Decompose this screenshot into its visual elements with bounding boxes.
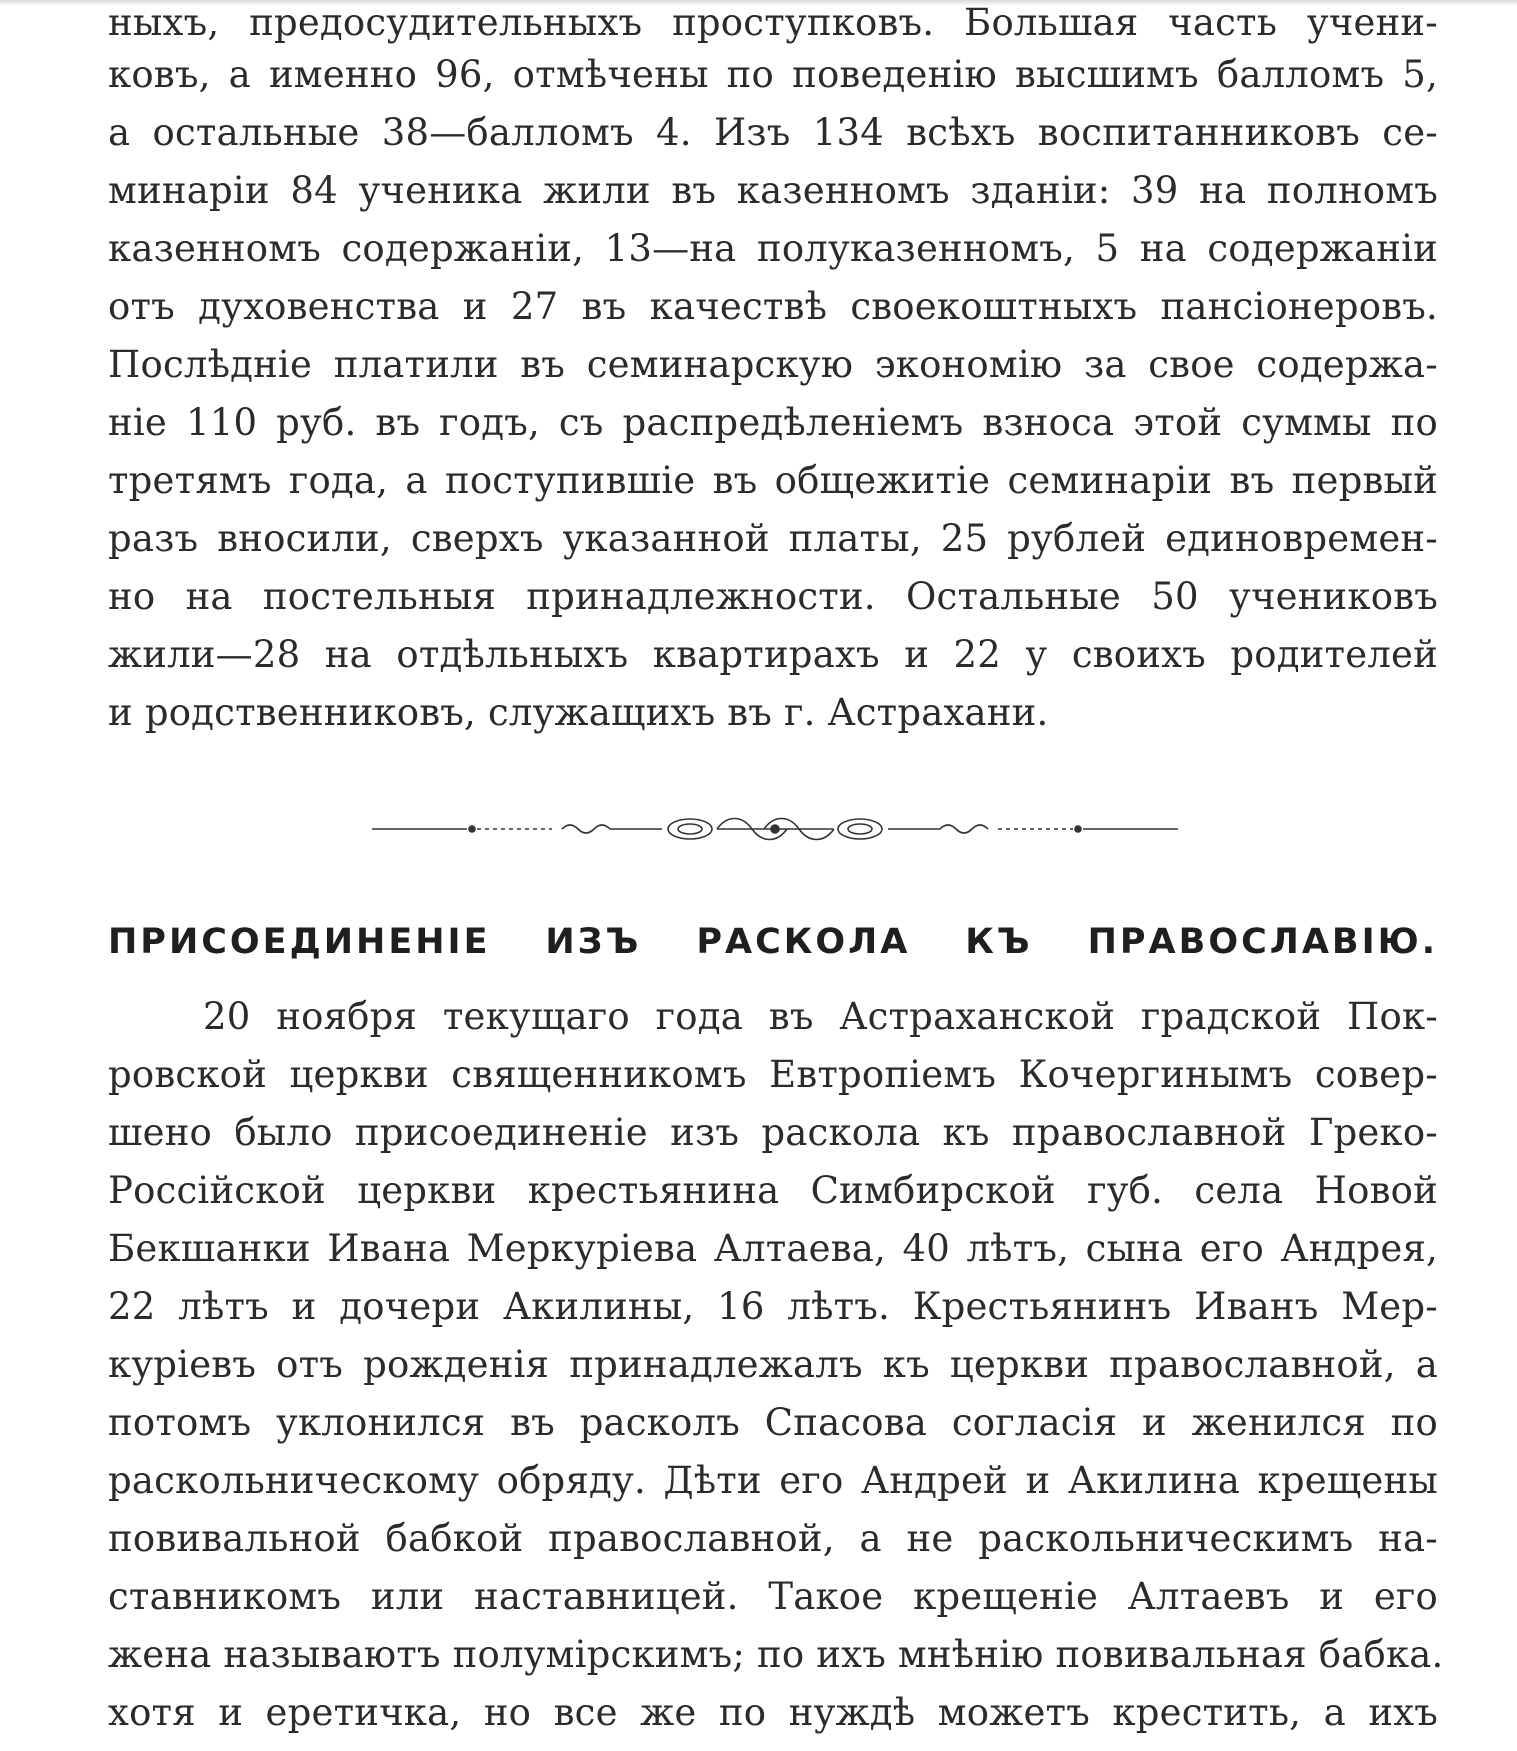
text-line: ковъ, а именно 96, отмѣчены по поведенію высшимъ балломъ 5,	[108, 53, 1438, 96]
text-line: разъ вносили, сверхъ указанной платы, 25 рублей единовремен-	[108, 517, 1438, 560]
text-line: ровской церкви священникомъ Евтропіемъ Кочергинымъ совер-	[108, 1053, 1438, 1096]
text-line: потомъ уклонился въ расколъ Спасова согласія и женился по	[108, 1401, 1438, 1444]
text-line: ніе 110 руб. въ годъ, съ распредѣленіемъ взноса этой суммы по	[108, 401, 1438, 444]
text-line: минаріи 84 ученика жили въ казенномъ зданіи: 39 на полномъ	[108, 169, 1438, 212]
text-line: Россійской церкви крестьянина Симбирской губ. села Новой	[108, 1169, 1438, 1212]
text-line: 22 лѣтъ и дочери Акилины, 16 лѣтъ. Крестьянинъ Иванъ Мер-	[108, 1285, 1438, 1328]
text-line: жили—28 на отдѣльныхъ квартирахъ и 22 у своихъ родителей	[108, 633, 1438, 676]
text-line: ставникомъ или наставницей. Такое крещеніе Алтаевъ и его	[108, 1575, 1438, 1618]
text-line: казенномъ содержаніи, 13—на полуказенномъ, 5 на содержаніи	[108, 227, 1438, 270]
text-line: повивальной бабкой православной, а не раскольническимъ на-	[108, 1517, 1438, 1560]
text-line: и родственниковъ, служащихъ въ г. Астрахани.	[108, 691, 1049, 734]
text-line: отъ духовенства и 27 въ качествѣ своекоштныхъ пансіонеровъ.	[108, 285, 1438, 328]
text-line: куріевъ отъ рожденія принадлежалъ къ церкви православной, а	[108, 1343, 1438, 1386]
text-line: а остальные 38—балломъ 4. Изъ 134 всѣхъ воспитанниковъ се-	[108, 111, 1438, 154]
text-line: Послѣдніе платили въ семинарскую экономію за свое содержа-	[108, 343, 1438, 386]
text-line: шено было присоединеніе изъ раскола къ православной Греко-	[108, 1111, 1438, 1154]
text-line: раскольническому обряду. Дѣти его Андрей и Акилина крещены	[108, 1459, 1438, 1502]
section-heading: ПРИСОЕДИНЕНІЕ ИЗЪ РАСКОЛА КЪ ПРАВОСЛАВІЮ.	[108, 922, 1438, 962]
text-line: 20 ноября текущаго года въ Астраханской градской Пок-	[203, 995, 1438, 1038]
text-line: третямъ года, а поступившіе въ общежитіе семинаріи въ первый	[108, 459, 1438, 502]
text-line: но на постельныя принадлежности. Остальные 50 учениковъ	[108, 575, 1438, 618]
top-paragraph	[108, 0, 1438, 742]
text-line: хотя и еретичка, но все же по нуждѣ можетъ крестить, а ихъ	[108, 1691, 1438, 1734]
section-paragraph	[108, 988, 1444, 1742]
text-line: Бекшанки Ивана Меркуріева Алтаева, 40 лѣтъ, сына его Андрея,	[108, 1227, 1438, 1270]
ornamental-divider	[372, 812, 1178, 846]
text-line: ныхъ, предосудительныхъ проступковъ. Большая часть учени-	[108, 1, 1438, 44]
text-line: жена называютъ полумірскимъ; по ихъ мнѣнію повивальная бабка.	[108, 1633, 1444, 1676]
